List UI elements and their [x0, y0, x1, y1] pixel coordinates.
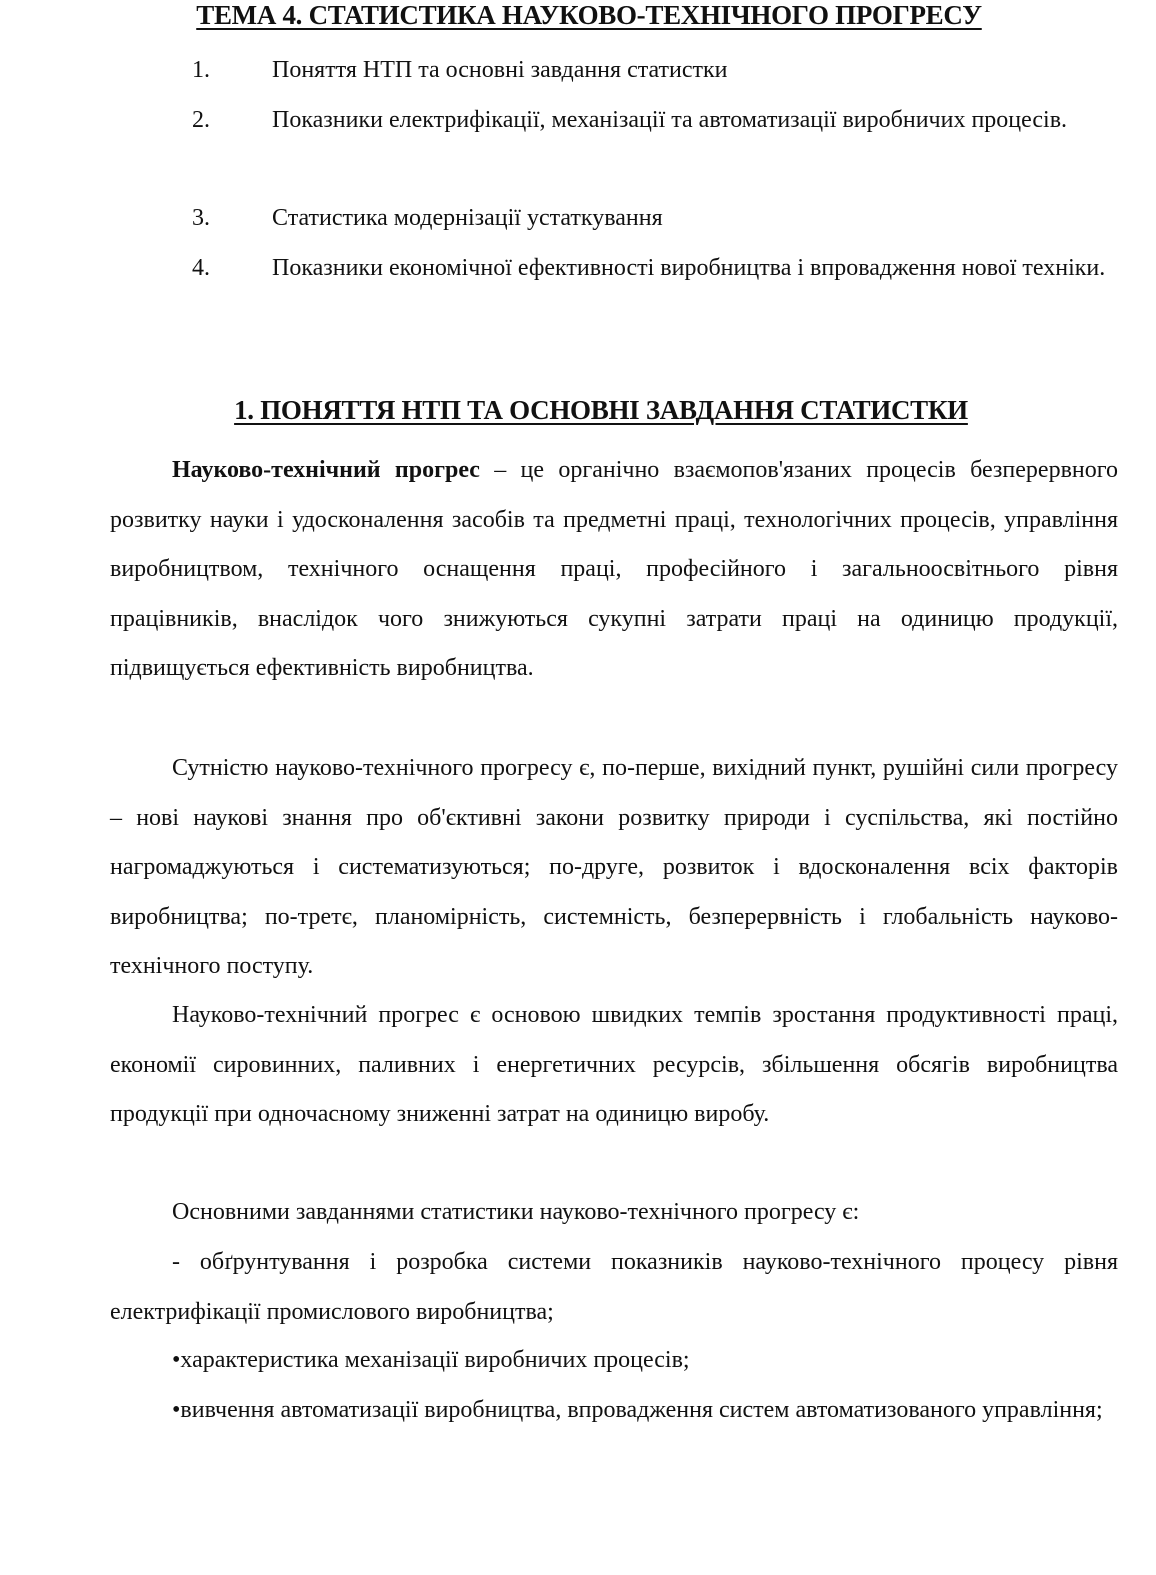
task-item-3: •вивчення автоматизації виробництва, впровадження систем автоматизованого управління;	[172, 1397, 1103, 1423]
plan-item-text: Статистика модернізації устаткування	[272, 205, 663, 231]
plan-item-1	[110, 46, 1118, 94]
plan-item-2	[110, 96, 1118, 144]
task-item-2: •характеристика механізації виробничих процесів;	[172, 1347, 690, 1373]
task-item-1: - обґрунтування і розробка системи показників науково-технічного процесу рівня електрифікації промислового виробництва;	[110, 1249, 1118, 1325]
plan-item-text: Показники електрифікації, механізації та автоматизації виробничих процесів.	[272, 107, 1068, 133]
section-title: 1. ПОНЯТТЯ НТП ТА ОСНОВНІ ЗАВДАННЯ СТАТИСТКИ	[234, 395, 968, 425]
paragraph-essence: Сутністю науково-технічного прогресу є, по-перше, вихідний пункт, рушійні сили прогресу – нові наукові знання про об'єктивні закони розвитку природи і суспільства, які постійно нагромаджуються і систематизуються; по-друге, розвиток і вдосконалення всіх факторів виробництва; по-третє, планомірність, системність, безперервність і глобальність науково-технічного поступу.	[110, 755, 1118, 979]
plan-item-number: 2.	[192, 107, 210, 133]
paragraph-basis: Науково-технічний прогрес є основою швидких темпів зростання продуктивності праці, економії сировинних, паливних і енергетичних ресурсів, збільшення обсягів виробництва продукції при одночасному зниженні затрат на одиницю виробу.	[110, 1002, 1118, 1127]
paragraph-tasks-intro: Основними завданнями статистики науково-технічного прогресу є:	[172, 1199, 860, 1225]
defined-term: Науково-технічний прогрес	[172, 457, 480, 483]
plan-item-4	[110, 244, 1118, 292]
paragraph-definition	[110, 446, 1118, 694]
plan-item-text: Показники економічної ефективності виробництва і впровадження нової техніки.	[272, 255, 1106, 281]
plan-item-text: Поняття НТП та основні завдання статистки	[272, 57, 728, 83]
plan-item-number: 4.	[192, 255, 210, 281]
plan-item-number: 1.	[192, 57, 210, 83]
plan-item-number: 3.	[192, 205, 210, 231]
plan-item-3	[110, 194, 1118, 242]
definition-text: – це органічно взаємопов'язаних процесів безперервного розвитку науки і удосконалення засобів та предметні праці, технологічних процесів, управління виробництвом, технічного оснащення праці, професійного і загальноосвітнього рівня працівників, внаслідок чого знижуються сукупні затрати праці на одиницю продукції, підвищується ефективність виробництва.	[110, 457, 1118, 681]
topic-title: ТЕМА 4. СТАТИСТИКА НАУКОВО-ТЕХНІЧНОГО ПРОГРЕСУ	[196, 0, 982, 30]
